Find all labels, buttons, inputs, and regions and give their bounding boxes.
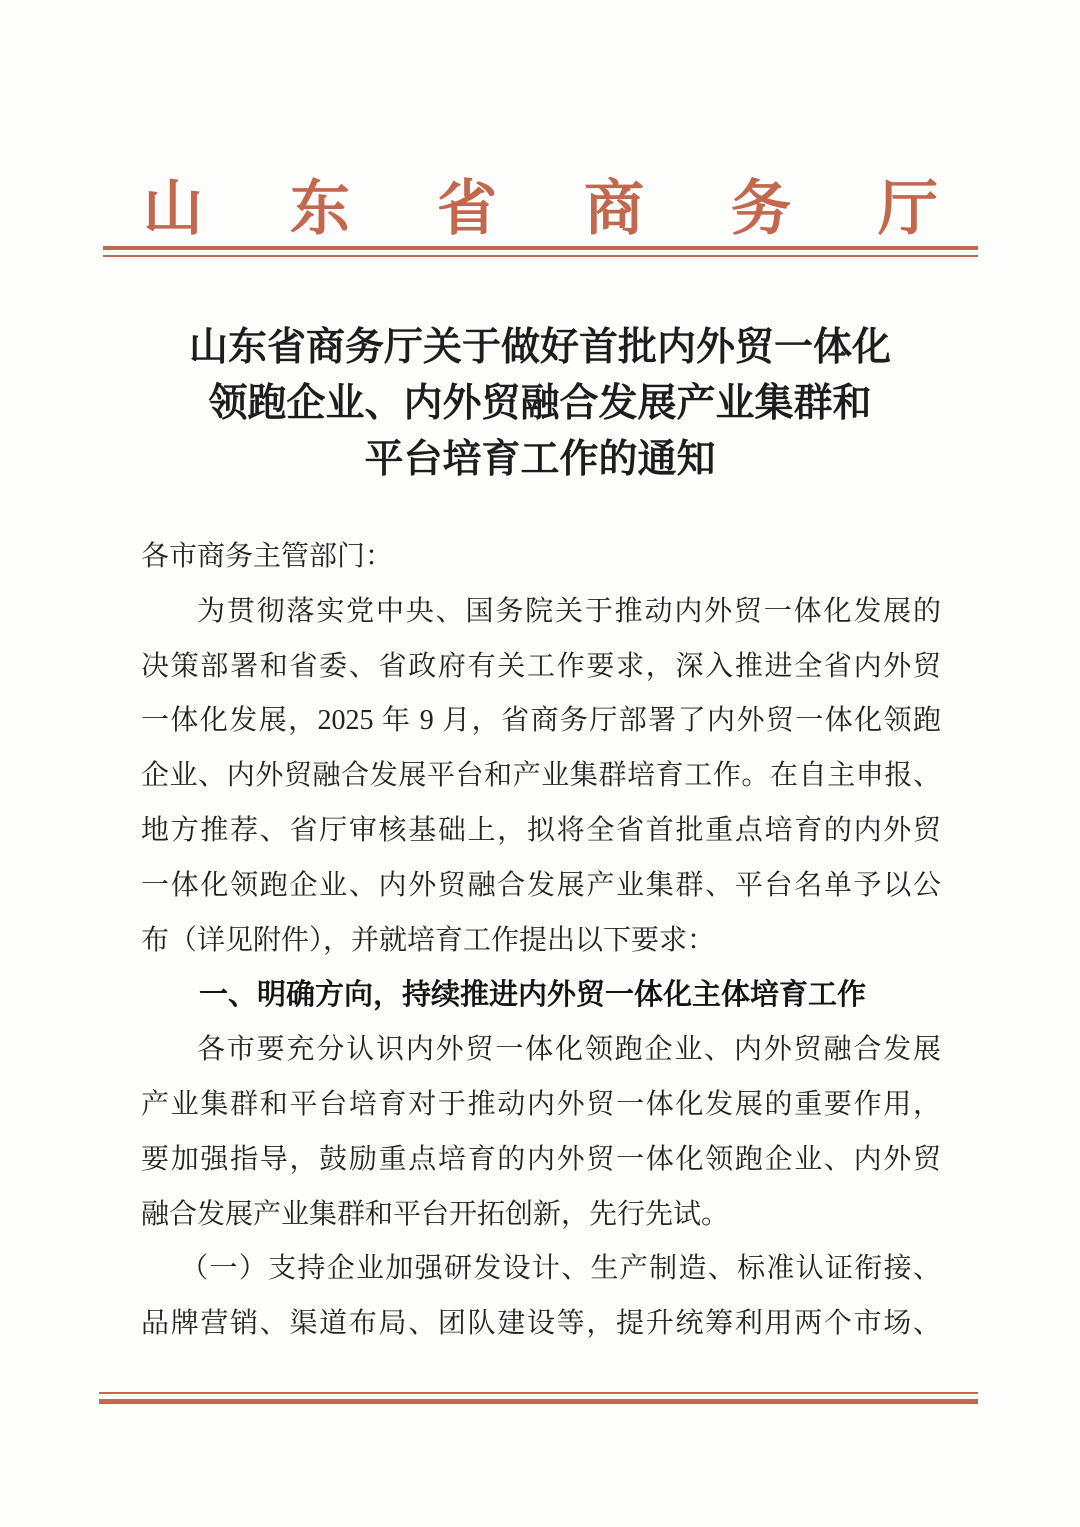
body-line: 产业集群和平台培育对于推动内外贸一体化发展的重要作用， (141, 1088, 941, 1120)
document-title-line: 平台培育工作的通知 (364, 438, 716, 481)
body-line: 融合发展产业集群和平台开拓创新，先行先试。 (141, 1198, 730, 1230)
agency-char: 省 (437, 176, 497, 242)
body-line: 各市要充分认识内外贸一体化领跑企业、内外贸融合发展 (197, 1034, 941, 1066)
divider-thin-line (99, 1392, 978, 1394)
document-body (141, 530, 941, 1352)
footer-divider (99, 1392, 978, 1404)
divider-thin-line (103, 255, 978, 257)
body-line: 布（详见附件），并就培育工作提出以下要求： (141, 924, 716, 956)
divider-thick-line (103, 246, 978, 250)
salutation-line: 各市商务主管部门： (141, 541, 394, 572)
agency-char: 东 (290, 176, 350, 242)
agency-char: 山 (143, 176, 203, 242)
document-title-line: 山东省商务厅关于做好首批内外贸一体化 (188, 326, 891, 369)
agency-char: 厅 (878, 176, 938, 242)
agency-char: 务 (731, 176, 791, 242)
body-line: 一体化领跑企业、内外贸融合发展产业集群、平台名单予以公 (141, 869, 941, 901)
masthead-divider (103, 246, 978, 257)
body-line: 决策部署和省委、省政府有关工作要求，深入推进全省内外贸 (141, 650, 941, 682)
body-line: 要加强指导，鼓励重点培育的内外贸一体化领跑企业、内外贸 (141, 1143, 941, 1175)
body-line: 地方推荐、省厅审核基础上，拟将全省首批重点培育的内外贸 (141, 814, 941, 846)
divider-thick-line (99, 1399, 978, 1404)
body-line: 品牌营销、渠道布局、团队建设等，提升统筹利用两个市场、 (141, 1308, 941, 1340)
document-title-line: 领跑企业、内外贸融合发展产业集群和 (208, 382, 872, 425)
document-title (0, 320, 1080, 488)
body-line: （一）支持企业加强研发设计、生产制造、标准认证衔接、 (180, 1253, 941, 1285)
body-line: 企业、内外贸融合发展平台和产业集群培育工作。在自主申报、 (141, 760, 941, 792)
agency-char: 商 (584, 176, 644, 242)
agency-masthead (143, 170, 938, 248)
body-line: 一体化发展，2025 年 9 月，省商务厅部署了内外贸一体化领跑 (141, 705, 941, 737)
body-line: 为贯彻落实党中央、国务院关于推动内外贸一体化发展的 (197, 595, 941, 627)
section-heading: 一、明确方向，持续推进内外贸一体化主体培育工作 (199, 979, 867, 1012)
